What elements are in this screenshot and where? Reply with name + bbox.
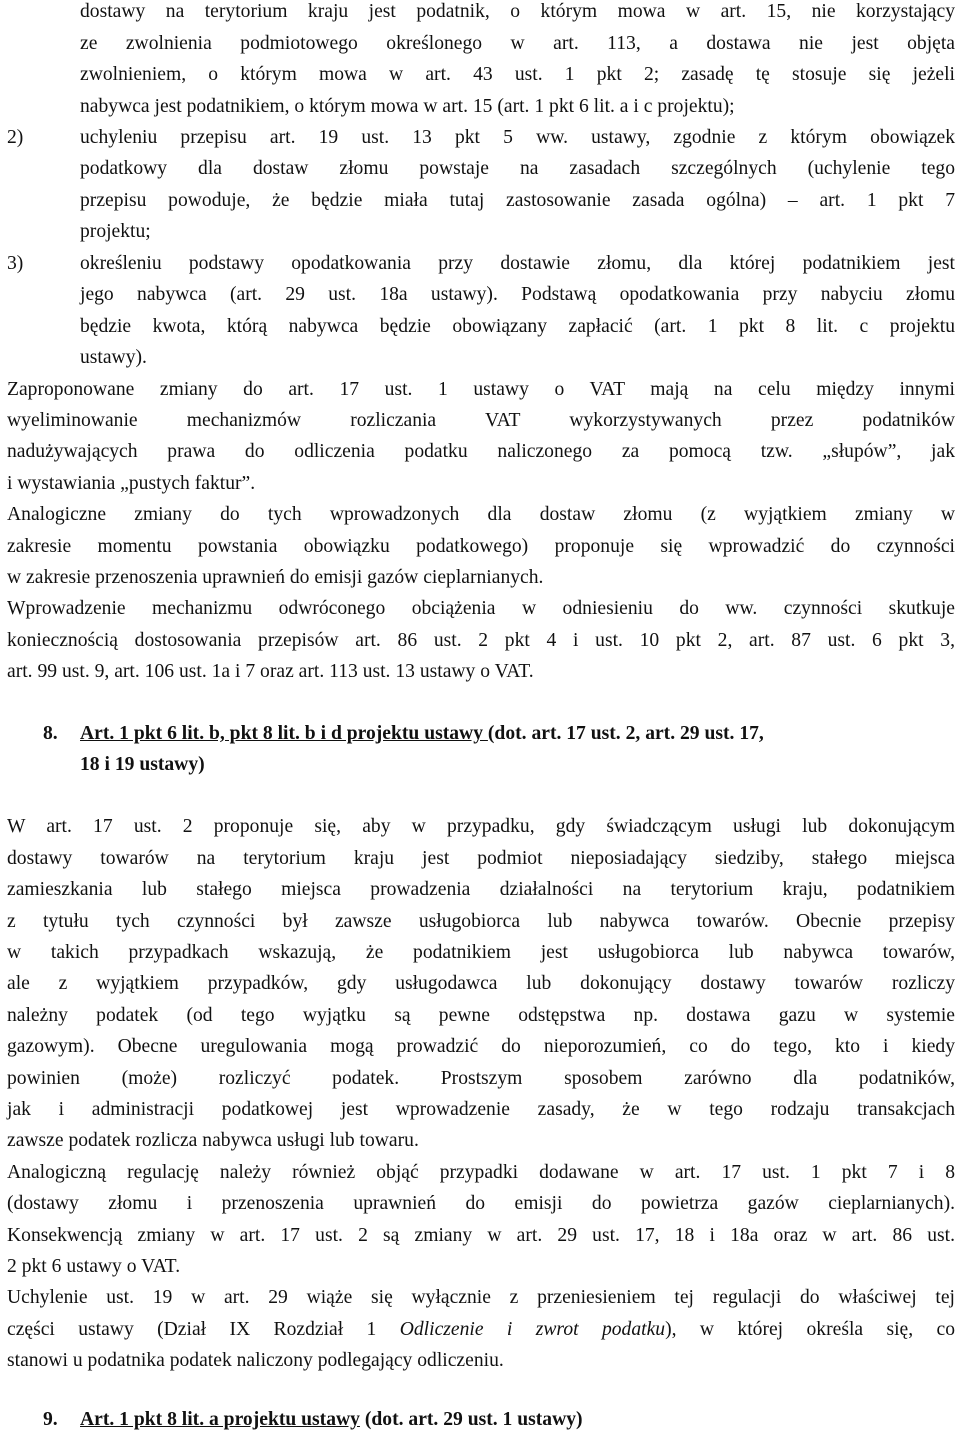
- section-8-heading-underlined: Art. 1 pkt 6 lit. b, pkt 8 lit. b i d projektu ustawy: [80, 723, 488, 744]
- paragraph-6-line-1: Uchylenie ust. 19 w art. 29 wiąże się wyłącznie z przeniesieniem tej regulacji do właściwej tej: [7, 1287, 955, 1308]
- paragraph-3-line-3: art. 99 ust. 9, art. 106 ust. 1a i 7 oraz art. 113 ust. 13 ustawy o VAT.: [7, 661, 534, 682]
- list-item-3-line-4: ustawy).: [80, 347, 147, 368]
- list-item-2-number: 2): [7, 127, 24, 148]
- paragraph-5-line-2: (dostawy złomu i przenoszenia uprawnień do emisji do powietrza gazów cieplarnianych).: [7, 1193, 955, 1214]
- list-item-1-line-2: ze zwolnienia podmiotowego określonego w art. 113, a dostawa nie jest objęta: [80, 33, 955, 54]
- section-9-heading-rest: (dot. art. 29 ust. 1 ustawy): [359, 1409, 583, 1430]
- list-item-3-line-1: określeniu podstawy opodatkowania przy dostawie złomu, dla której podatnikiem jest: [80, 253, 955, 274]
- paragraph-5-line-3: Konsekwencją zmiany w art. 17 ust. 2 są zmiany w art. 29 ust. 17, 18 i 18a oraz w art. 86 ust.: [7, 1225, 955, 1246]
- section-9-number: 9.: [43, 1409, 58, 1430]
- section-9-heading-underlined: Art. 1 pkt 8 lit. a projektu ustawy: [80, 1409, 360, 1430]
- list-item-2-line-4: projektu;: [80, 221, 151, 242]
- chapter-title-italic: Odliczenie i zwrot podatku: [399, 1319, 666, 1340]
- paragraph-4-line-8: gazowym). Obecne uregulowania mogą prowadzić do nieporozumień, co do tego, kto i kiedy: [7, 1036, 955, 1057]
- paragraph-4-line-5: w takich przypadkach wskazują, że podatnikiem jest usługobiorca lub nabywca towarów,: [7, 942, 955, 963]
- section-8-heading-rest: (dot. art. 17 ust. 2, art. 29 ust. 17,: [487, 723, 764, 744]
- paragraph-4-line-7: należny podatek (od tego wyjątku są pewne odstępstwa np. dostawa gazu w systemie: [7, 1005, 955, 1026]
- list-item-3-line-2: jego nabywca (art. 29 ust. 18a ustawy). Podstawą opodatkowania przy nabyciu złomu: [80, 284, 955, 305]
- paragraph-4-line-10: jak i administracji podatkowej jest wprowadzenie zasady, że w tego rodzaju transakcjach: [7, 1099, 955, 1120]
- paragraph-4-line-1: W art. 17 ust. 2 proponuje się, aby w przypadku, gdy świadczącym usługi lub dokonującym: [7, 816, 955, 837]
- paragraph-4-line-11: zawsze podatek rozlicza nabywca usługi lub towaru.: [7, 1130, 419, 1151]
- list-item-1-line-3: zwolnieniem, o którym mowa w art. 43 ust. 1 pkt 2; zasadę tę stosuje się jeżeli: [80, 64, 955, 85]
- paragraph-2-line-3: w zakresie przenoszenia uprawnień do emisji gazów cieplarnianych.: [7, 567, 544, 588]
- list-item-2-line-3: przepisu powoduje, że będzie miała tutaj zastosowanie zasada ogólna) – art. 1 pkt 7: [80, 190, 955, 211]
- paragraph-6-line-2: [7, 1319, 955, 1341]
- paragraph-1-line-4: i wystawiania „pustych faktur”.: [7, 473, 256, 494]
- paragraph-4-line-9: powinien (może) rozliczyć podatek. Prostszym sposobem zarówno dla podatników,: [7, 1068, 955, 1089]
- paragraph-2-line-1: Analogiczne zmiany do tych wprowadzonych dla dostaw złomu (z wyjątkiem zmiany w: [7, 504, 955, 525]
- paragraph-5-line-4: 2 pkt 6 ustawy o VAT.: [7, 1256, 181, 1277]
- paragraph-4-line-4: z tytułu tych czynności był zawsze usługobiorca lub nabywca towarów. Obecnie przepisy: [7, 911, 955, 932]
- paragraph-6-line-2-end: ), w której określa się, co: [665, 1319, 956, 1340]
- section-8-heading-line-2: 18 i 19 ustawy): [80, 754, 205, 775]
- paragraph-2-line-2: zakresie momentu powstania obowiązku podatkowego) proponuje się wprowadzić do czynności: [7, 536, 955, 557]
- section-8-number: 8.: [43, 723, 58, 744]
- paragraph-3-line-2: koniecznością dostosowania przepisów art. 86 ust. 2 pkt 4 i ust. 10 pkt 2, art. 87 ust. 6 pkt 3,: [7, 630, 955, 651]
- list-item-1-line-1: dostawy na terytorium kraju jest podatnik, o którym mowa w art. 15, nie korzystający: [80, 1, 955, 22]
- paragraph-6-line-2-start: części ustawy (Dział IX Rozdział 1: [7, 1319, 400, 1340]
- list-item-3-line-3: będzie kwota, którą nabywca będzie obowiązany zapłacić (art. 1 pkt 8 lit. c projektu: [80, 316, 955, 337]
- paragraph-5-line-1: Analogiczną regulację należy również objąć przypadki dodawane w art. 17 ust. 1 pkt 7 i 8: [7, 1162, 955, 1183]
- paragraph-1-line-1: Zaproponowane zmiany do art. 17 ust. 1 ustawy o VAT mają na celu między innymi: [7, 379, 955, 400]
- list-item-1-line-4: nabywca jest podatnikiem, o którym mowa w art. 15 (art. 1 pkt 6 lit. a i c projektu);: [80, 96, 735, 117]
- paragraph-4-line-3: zamieszkania lub stałego miejsca prowadzenia działalności na terytorium kraju, podatnikiem: [7, 879, 955, 900]
- paragraph-1-line-2: wyeliminowanie mechanizmów rozliczania VAT wykorzystywanych przez podatników: [7, 410, 955, 431]
- section-8-heading: [80, 723, 764, 745]
- paragraph-3-line-1: Wprowadzenie mechanizmu odwróconego obciążenia w odniesieniu do ww. czynności skutkuje: [7, 598, 955, 619]
- paragraph-4-line-6: ale z wyjątkiem przypadków, gdy usługodawca lub dokonujący dostawy towarów rozliczy: [7, 973, 955, 994]
- list-item-2-line-1: uchyleniu przepisu art. 19 ust. 13 pkt 5 ww. ustawy, zgodnie z którym obowiązek: [80, 127, 955, 148]
- paragraph-4-line-2: dostawy towarów na terytorium kraju jest podmiot nieposiadający siedziby, stałego miejsca: [7, 848, 955, 869]
- paragraph-6-line-3: stanowi u podatnika podatek naliczony podlegający odliczeniu.: [7, 1350, 504, 1371]
- paragraph-1-line-3: nadużywających prawa do odliczenia podatku naliczonego za pomocą tzw. „słupów”, jak: [7, 441, 955, 462]
- list-item-2-line-2: podatkowy dla dostaw złomu powstaje na zasadach szczególnych (uchylenie tego: [80, 158, 955, 179]
- section-9-heading: [80, 1409, 583, 1431]
- list-item-3-number: 3): [7, 253, 24, 274]
